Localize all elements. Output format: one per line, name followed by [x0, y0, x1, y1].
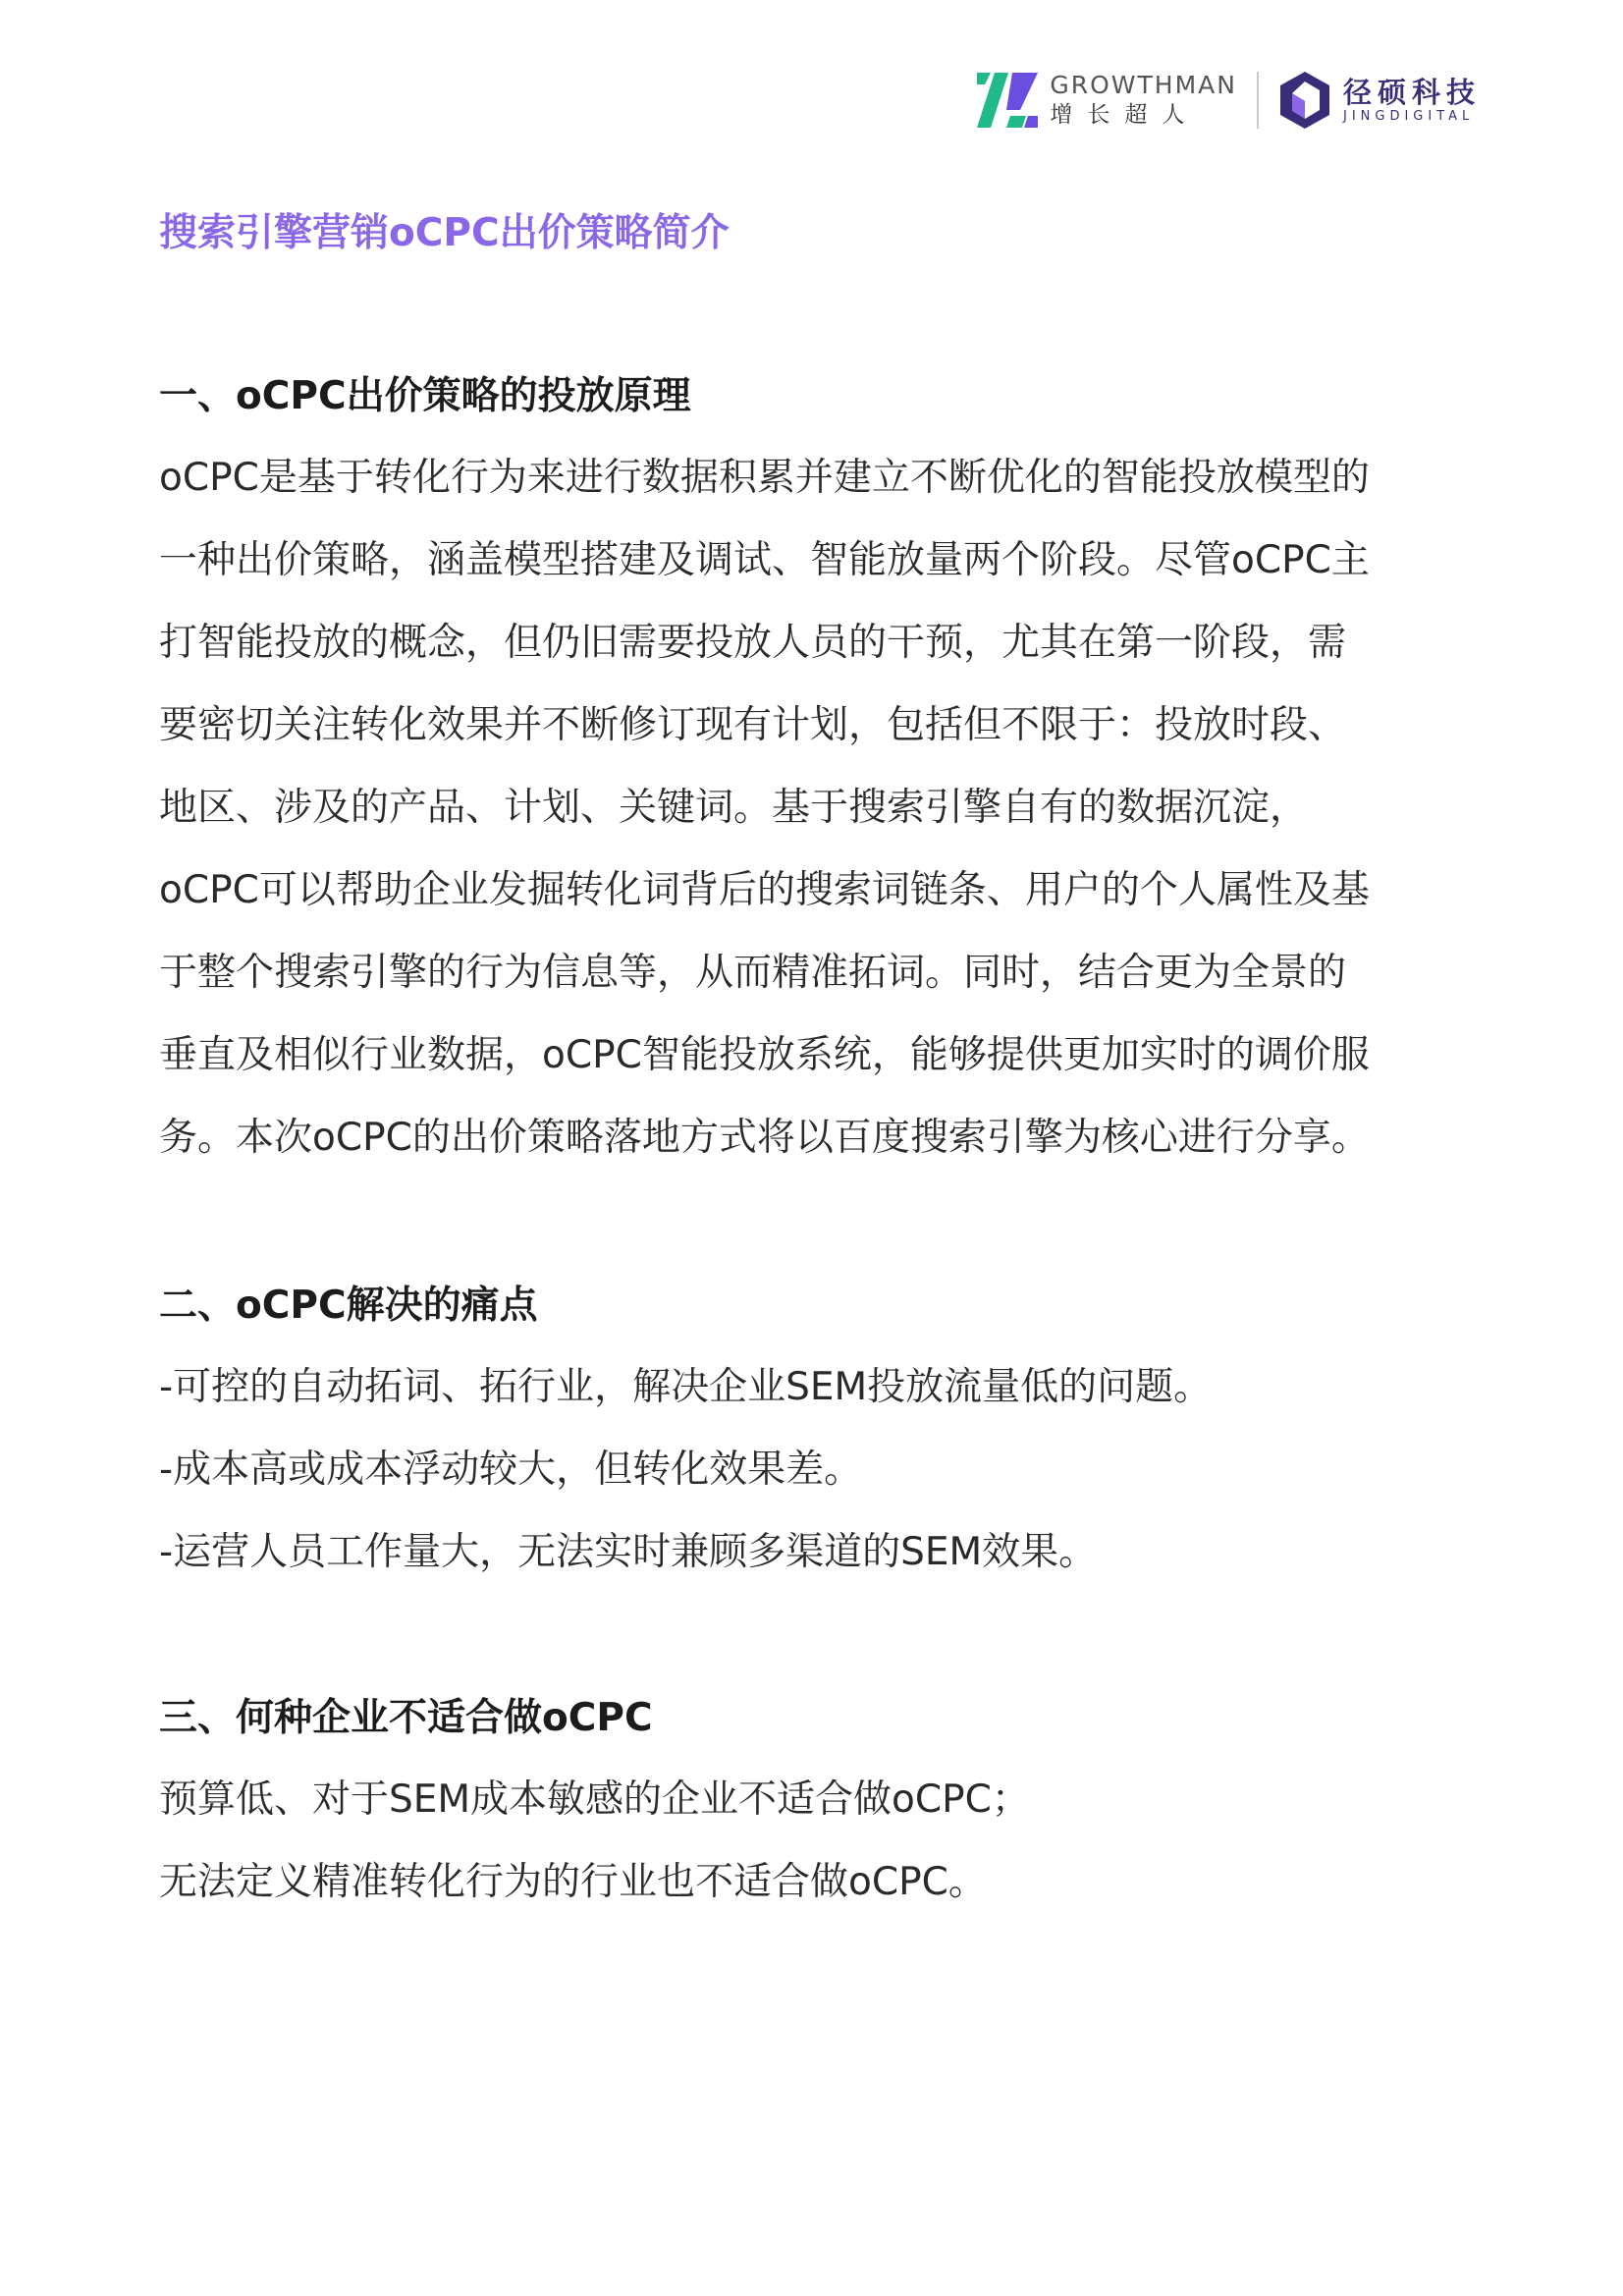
- growthman-logo: [977, 71, 1237, 130]
- pain-point-list: [159, 1346, 1480, 1594]
- section-pain-points: [159, 1279, 1480, 1594]
- paragraph-line: 打智能投放的概念，但仍旧需要投放人员的干预，尤其在第一阶段，需: [159, 621, 1347, 665]
- list-item: -运营人员工作量大，无法实时兼顾多渠道的SEM效果。: [159, 1530, 1098, 1574]
- jingdigital-wordmark: JINGDIGITAL: [1342, 109, 1475, 124]
- unsuitable-list: [159, 1759, 1480, 1924]
- paragraph-line: oCPC是基于转化行为来进行数据积累并建立不断优化的智能投放模型的: [159, 456, 1370, 500]
- paragraph-line: 要密切关注转化效果并不断修订现有计划，包括但不限于：投放时段、: [159, 703, 1347, 747]
- list-item: -成本高或成本浮动较大，但转化效果差。: [159, 1448, 863, 1492]
- paragraph-line: 于整个搜索引擎的行为信息等，从而精准拓词。同时，结合更为全景的: [159, 951, 1347, 995]
- list-item: -可控的自动拓词、拓行业，解决企业SEM投放流量低的问题。: [159, 1365, 1213, 1409]
- paragraph-line: oCPC可以帮助企业发掘转化词背后的搜索词链条、用户的个人属性及基: [159, 868, 1370, 912]
- section-heading: 三、何种企业不适合做oCPC: [159, 1696, 653, 1740]
- growthman-mark-icon: [977, 73, 1038, 128]
- section-unsuitable: [159, 1691, 1480, 1924]
- document-title: 搜索引擎营销oCPC出价策略简介: [159, 211, 730, 255]
- jingdigital-mark-icon: [1280, 72, 1329, 129]
- growthman-wordmark: GROWTHMAN: [1050, 71, 1237, 99]
- list-item: 预算低、对于SEM成本敏感的企业不适合做oCPC；: [159, 1777, 1030, 1822]
- section-principle: [159, 369, 1480, 1179]
- header-logos: [977, 67, 1481, 134]
- section-heading: 一、oCPC出价策略的投放原理: [159, 374, 691, 418]
- section-paragraph: [159, 437, 1480, 1179]
- jingdigital-cn-wordmark: 径硕科技: [1342, 76, 1481, 109]
- list-item: 无法定义精准转化行为的行业也不适合做oCPC。: [159, 1860, 987, 1904]
- paragraph-line: 一种出价策略，涵盖模型搭建及调试、智能放量两个阶段。尽管oCPC主: [159, 538, 1370, 582]
- jingdigital-logo: [1280, 72, 1481, 129]
- section-heading: 二、oCPC解决的痛点: [159, 1284, 538, 1328]
- paragraph-line: 务。本次oCPC的出价策略落地方式将以百度搜索引擎为核心进行分享。: [159, 1116, 1370, 1160]
- paragraph-line: 垂直及相似行业数据，oCPC智能投放系统，能够提供更加实时的调价服: [159, 1033, 1370, 1077]
- growthman-cn-wordmark: 增长超人: [1050, 102, 1200, 128]
- logo-divider: [1257, 72, 1259, 129]
- paragraph-line: 地区、涉及的产品、计划、关键词。基于搜索引擎自有的数据沉淀，: [159, 786, 1309, 830]
